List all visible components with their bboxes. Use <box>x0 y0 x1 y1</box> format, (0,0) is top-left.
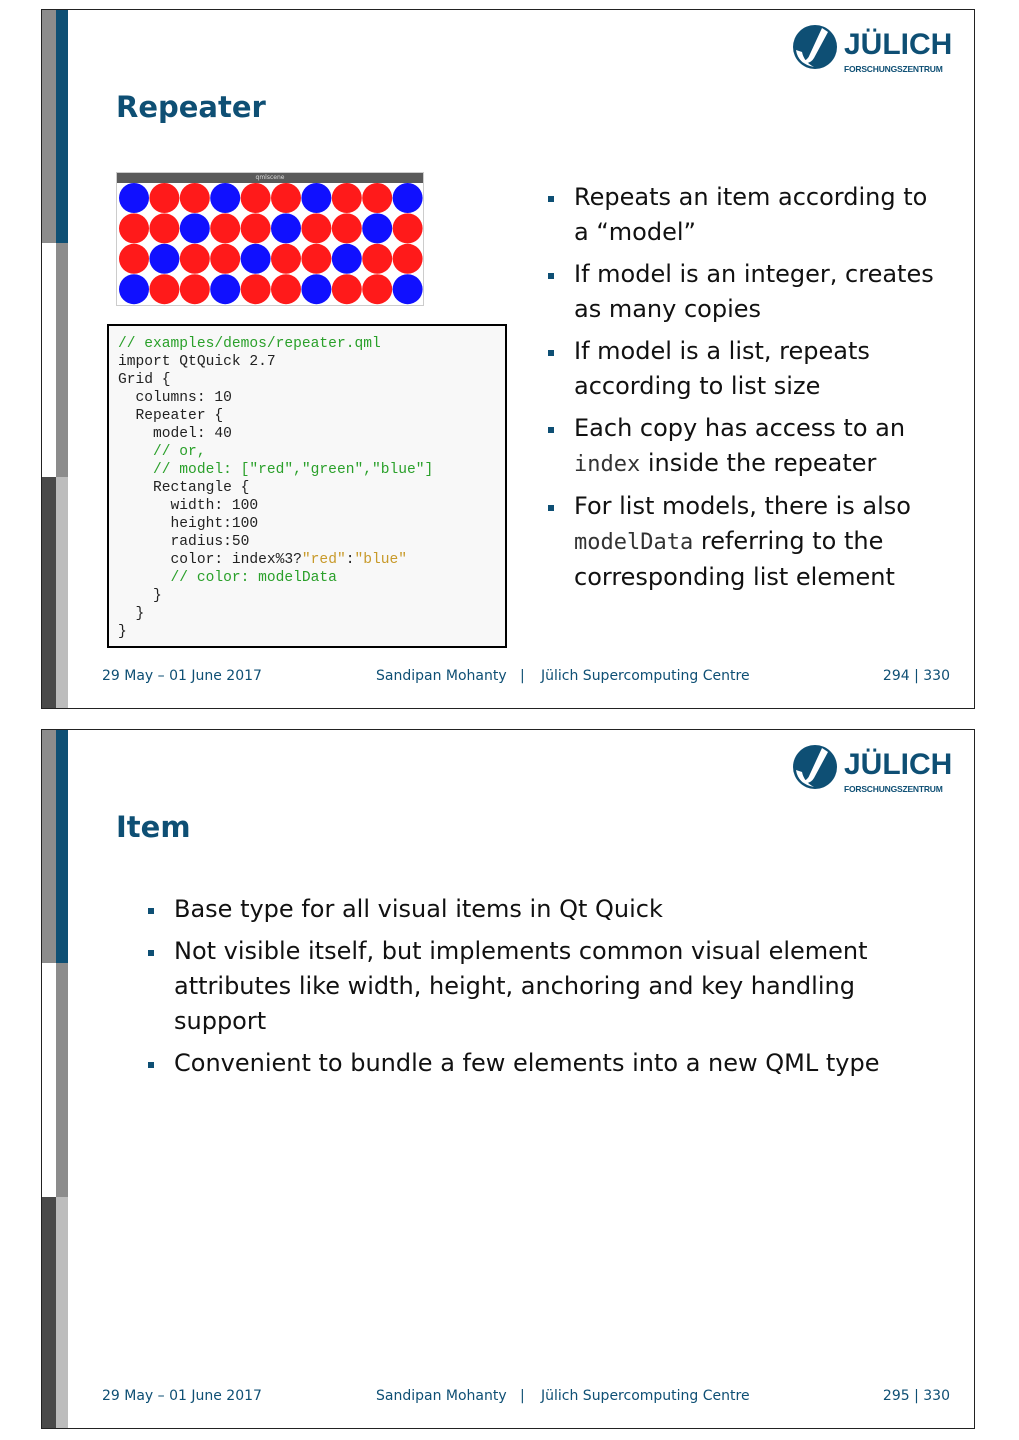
code-listing <box>107 324 507 648</box>
bullet-list <box>142 892 882 1088</box>
bullet-item <box>542 489 942 595</box>
repeater-circle <box>393 244 423 274</box>
bullet-list <box>542 180 942 602</box>
page-total: 330 <box>923 1388 950 1404</box>
repeater-circle <box>180 183 210 213</box>
repeater-circle <box>149 183 179 213</box>
circle-grid <box>117 183 423 305</box>
code-line: Repeater { <box>118 408 224 424</box>
repeater-circle <box>210 183 240 213</box>
footer-separator: | <box>520 668 525 684</box>
bullet-text: If model is a list, repeats according to list size <box>574 337 870 400</box>
page-separator: | <box>914 1388 919 1404</box>
code-line: // or, <box>118 444 206 460</box>
code-line: // color: modelData <box>118 570 337 586</box>
repeater-circle <box>119 274 149 304</box>
bullet-text: Not visible itself, but implements common visual element attributes like width, height, anchoring and key handling support <box>174 937 868 1035</box>
repeater-circle <box>301 244 331 274</box>
repeater-circle <box>180 244 210 274</box>
repeater-circle <box>149 244 179 274</box>
bullet-item <box>542 334 942 404</box>
repeater-circle <box>271 274 301 304</box>
page-current: 294 <box>882 668 910 684</box>
code-token: : <box>345 552 355 568</box>
repeater-circle <box>362 183 392 213</box>
julich-logo <box>792 740 952 796</box>
page-total: 330 <box>923 668 950 684</box>
repeater-circle <box>210 274 240 304</box>
repeater-circle <box>362 213 392 243</box>
repeater-circle <box>241 274 271 304</box>
julich-logo-icon <box>792 24 838 70</box>
repeater-circle <box>332 244 362 274</box>
code-line: } <box>118 624 127 640</box>
code-line: // examples/demos/repeater.qml <box>118 336 381 352</box>
bullet-text: referring to the corresponding list element <box>574 527 895 591</box>
footer-author: Sandipan Mohanty <box>376 668 507 684</box>
inline-code: modelData <box>574 530 694 555</box>
repeater-circle <box>393 213 423 243</box>
repeater-circle <box>332 274 362 304</box>
repeater-circle <box>393 274 423 304</box>
bullet-item <box>142 892 882 927</box>
bullet-text: inside the repeater <box>640 449 877 477</box>
slide-item <box>41 729 975 1429</box>
code-line: } <box>118 588 162 604</box>
bullet-item <box>542 411 942 482</box>
bullet-item <box>142 934 882 1039</box>
brand-name: JÜLICH <box>844 748 953 781</box>
repeater-circle <box>210 244 240 274</box>
bullet-text: For list models, there is also <box>574 492 911 520</box>
repeater-circle <box>241 183 271 213</box>
repeater-circle <box>241 213 271 243</box>
repeater-circle <box>362 244 392 274</box>
repeater-circle <box>271 244 301 274</box>
repeater-circle <box>301 274 331 304</box>
brand-name: JÜLICH <box>844 28 953 61</box>
repeater-circle <box>210 213 240 243</box>
brand-subtitle: FORSCHUNGSZENTRUM <box>844 784 943 794</box>
footer-page-number <box>883 668 950 684</box>
bullet-item <box>542 180 942 250</box>
code-line: // model: ["red","green","blue"] <box>118 462 434 478</box>
inline-code: index <box>574 452 641 477</box>
repeater-circle <box>149 213 179 243</box>
repeater-circle <box>393 183 423 213</box>
code-line: import QtQuick 2.7 <box>118 354 276 370</box>
repeater-circle <box>119 213 149 243</box>
bullet-text: If model is an integer, creates as many copies <box>574 260 934 323</box>
repeater-circle <box>271 213 301 243</box>
repeater-circle <box>301 213 331 243</box>
footer-date: 29 May – 01 June 2017 <box>102 1388 262 1404</box>
footer-author: Sandipan Mohanty <box>376 1388 507 1404</box>
repeater-circle <box>149 274 179 304</box>
code-line: height:100 <box>118 516 259 532</box>
repeater-circle <box>241 244 271 274</box>
repeater-circle <box>180 213 210 243</box>
side-bar <box>42 10 68 708</box>
julich-logo <box>792 20 952 76</box>
repeater-circle <box>301 183 331 213</box>
footer-page-number <box>883 1388 950 1404</box>
slide-title: Item <box>116 810 191 844</box>
repeater-circle <box>180 274 210 304</box>
code-line: color: index%3? <box>118 552 302 568</box>
page-separator: | <box>914 668 919 684</box>
side-bar <box>42 730 68 1428</box>
repeater-output-screenshot <box>116 172 424 306</box>
bullet-text: Convenient to bundle a few elements into a new QML type <box>174 1049 880 1077</box>
code-line: Rectangle { <box>118 480 250 496</box>
code-string: "blue" <box>354 552 408 568</box>
code-line: Grid { <box>118 372 171 388</box>
repeater-circle <box>119 183 149 213</box>
bullet-text: Base type for all visual items in Qt Quick <box>174 895 663 923</box>
bullet-text: Repeats an item according to a “model” <box>574 183 928 246</box>
repeater-circle <box>332 183 362 213</box>
code-line: width: 100 <box>118 498 259 514</box>
footer-separator: | <box>520 1388 525 1404</box>
code-string: "red" <box>301 552 346 568</box>
repeater-circle <box>362 274 392 304</box>
slide-repeater <box>41 9 975 709</box>
code-line: model: 40 <box>118 426 232 442</box>
slide-title: Repeater <box>116 90 266 124</box>
bullet-item <box>542 257 942 327</box>
footer-date: 29 May – 01 June 2017 <box>102 668 262 684</box>
footer-organization: Jülich Supercomputing Centre <box>541 668 750 684</box>
repeater-circle <box>271 183 301 213</box>
footer-organization: Jülich Supercomputing Centre <box>541 1388 750 1404</box>
page-current: 295 <box>882 1388 910 1404</box>
screenshot-titlebar: qmlscene <box>117 173 423 183</box>
julich-logo-icon <box>792 744 838 790</box>
code-line: radius:50 <box>118 534 250 550</box>
bullet-item <box>142 1046 882 1081</box>
code-line: } <box>118 606 145 622</box>
repeater-circle <box>119 244 149 274</box>
code-line: columns: 10 <box>118 390 232 406</box>
repeater-circle <box>332 213 362 243</box>
brand-subtitle: FORSCHUNGSZENTRUM <box>844 64 943 74</box>
bullet-text: Each copy has access to an <box>574 414 906 442</box>
